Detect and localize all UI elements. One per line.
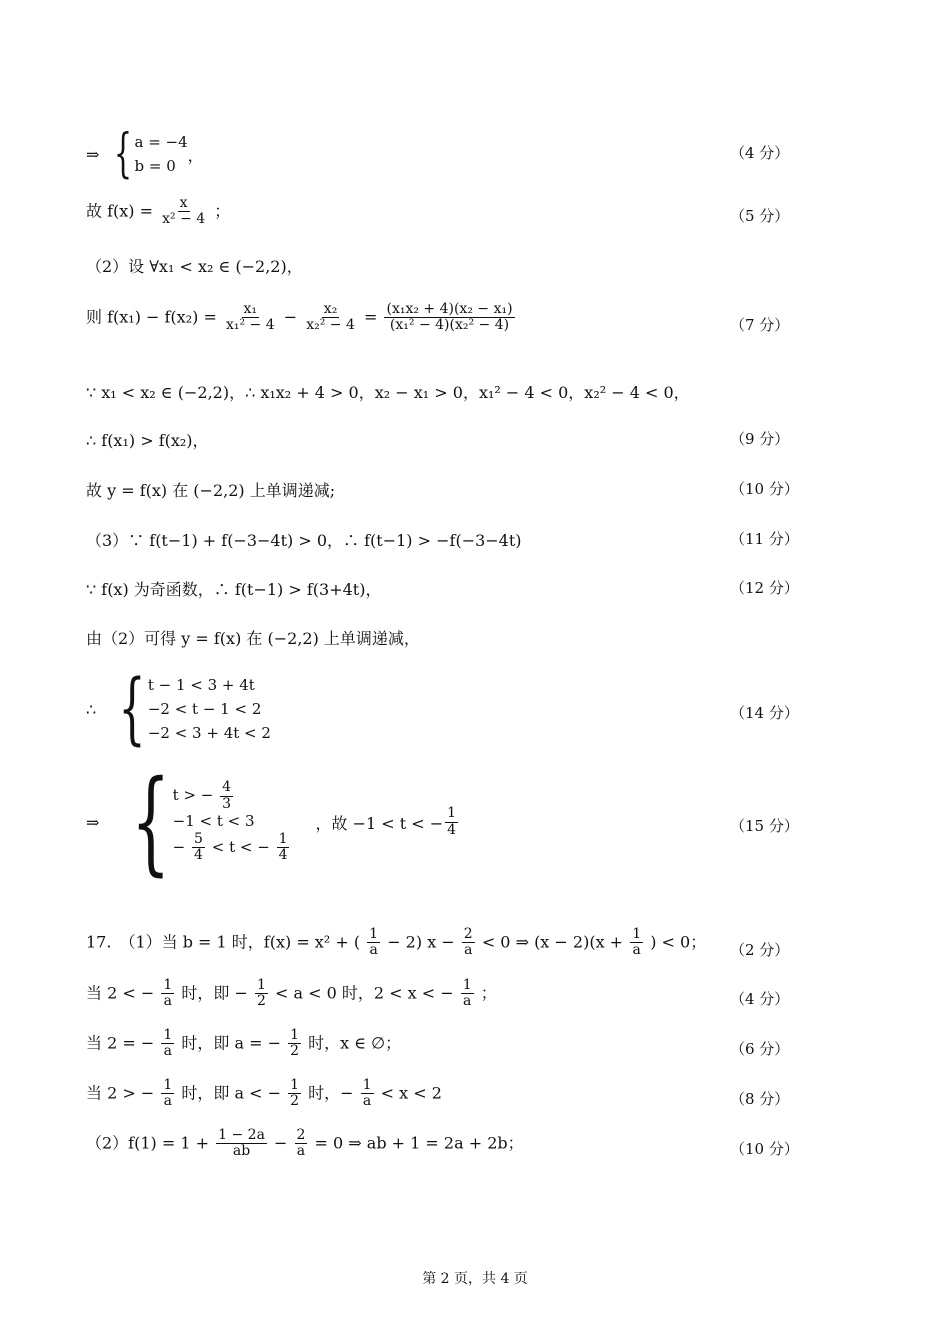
fraction bbox=[220, 780, 233, 812]
denominator: x₁² − 4 bbox=[225, 317, 275, 334]
fraction bbox=[161, 978, 174, 1010]
score-label: （14 分） bbox=[730, 704, 799, 722]
fraction bbox=[161, 1078, 174, 1110]
denominator: ab bbox=[232, 1143, 251, 1160]
system-row bbox=[173, 832, 292, 864]
numerator: 1 bbox=[278, 830, 288, 847]
text-segment: 17. （1）当 b = 1 时，f(x) = x² + ( bbox=[86, 932, 361, 952]
denominator: 4 bbox=[194, 847, 203, 864]
fraction bbox=[255, 978, 268, 1010]
numerator: 1 bbox=[256, 977, 266, 993]
text-segment: < a < 0 时，2 < x < − bbox=[274, 983, 454, 1003]
denominator: a bbox=[362, 1093, 372, 1110]
score-label: （10 分） bbox=[730, 1140, 799, 1158]
score-label: （15 分） bbox=[730, 817, 799, 835]
text-segment: − 2) x − bbox=[387, 932, 455, 952]
case-line bbox=[86, 1078, 442, 1110]
text-segment: ； bbox=[214, 201, 231, 221]
numerator: 1 bbox=[163, 1077, 173, 1093]
denominator: 4 bbox=[447, 821, 457, 838]
text-segment: − bbox=[172, 837, 186, 856]
numerator: 2 bbox=[296, 1127, 306, 1143]
fraction bbox=[288, 1028, 301, 1060]
score-label: （9 分） bbox=[730, 430, 790, 448]
score-label: （7 分） bbox=[730, 316, 790, 334]
fraction bbox=[367, 927, 380, 959]
fraction bbox=[295, 1128, 308, 1160]
odd-function-line: ∵ f(x) 为奇函数，∴ f(t−1) > f(3+4t)， bbox=[86, 580, 382, 599]
numerator: 5 bbox=[194, 830, 203, 847]
text-segment: 时，即 a < − bbox=[181, 1083, 281, 1103]
denominator: a bbox=[163, 993, 172, 1010]
text-segment: = bbox=[363, 307, 378, 327]
denominator: x² − 4 bbox=[162, 211, 206, 228]
numerator: 1 bbox=[163, 977, 173, 993]
numerator: 1 bbox=[369, 926, 379, 942]
text-segment: < t < − bbox=[211, 837, 270, 856]
fraction bbox=[160, 196, 207, 228]
text-segment: < 0 ⇒ (x − 2)(x + bbox=[481, 932, 624, 952]
denominator: 3 bbox=[222, 795, 232, 812]
punctuation: ， bbox=[187, 145, 204, 165]
numerator: x₁ bbox=[243, 301, 258, 317]
text-segment: 时，即 − bbox=[181, 983, 248, 1003]
denominator: a bbox=[163, 1043, 172, 1060]
numerator: 1 − 2a bbox=[218, 1127, 265, 1143]
numerator: 1 bbox=[290, 1027, 300, 1043]
text-segment: 故 f(x) = bbox=[86, 201, 154, 221]
fraction bbox=[384, 302, 514, 334]
denominator: 2 bbox=[290, 1043, 300, 1060]
monotonic-statement: 故 y = f(x) 在 (−2,2) 上单调递减; bbox=[86, 481, 336, 500]
denominator: x₂² − 4 bbox=[306, 317, 355, 334]
page-footer: 第 2 页，共 4 页 bbox=[422, 1271, 528, 1287]
denominator: 2 bbox=[290, 1093, 300, 1110]
text-segment: 当 2 = − bbox=[86, 1033, 155, 1053]
fraction bbox=[192, 832, 205, 864]
text-segment: 则 f(x₁) − f(x₂) = bbox=[86, 307, 217, 327]
text-segment: ，故 −1 < t < − bbox=[315, 813, 444, 833]
fraction bbox=[224, 302, 277, 334]
fraction bbox=[216, 1128, 267, 1160]
step-system-ab bbox=[86, 124, 204, 184]
fraction bbox=[361, 1078, 374, 1110]
denominator: 4 bbox=[278, 847, 288, 864]
system-row: a = −4 bbox=[134, 133, 188, 151]
case-line bbox=[86, 1028, 401, 1060]
fraction bbox=[277, 832, 290, 864]
numerator: x₂ bbox=[323, 301, 338, 317]
score-label: （4 分） bbox=[730, 990, 790, 1008]
system-row: b = 0 bbox=[134, 157, 176, 175]
score-label: （2 分） bbox=[730, 941, 790, 959]
conclusion-line: ∴ f(x₁) > f(x₂)， bbox=[86, 431, 209, 450]
text-segment: − bbox=[283, 307, 298, 327]
left-brace: { bbox=[114, 124, 133, 184]
therefore-symbol: ∴ bbox=[86, 699, 97, 719]
denominator: a bbox=[163, 1093, 172, 1110]
system-row: −2 < t − 1 < 2 bbox=[147, 700, 262, 718]
q17-part2 bbox=[86, 1128, 524, 1160]
numerator: 1 bbox=[462, 977, 472, 993]
numerator: 1 bbox=[290, 1077, 300, 1093]
implies-symbol: ⇒ bbox=[86, 144, 100, 164]
q17-part1 bbox=[86, 927, 706, 959]
score-label: （6 分） bbox=[730, 1040, 790, 1058]
numerator: x bbox=[179, 195, 188, 211]
fraction bbox=[462, 927, 475, 959]
text-segment: 时，− bbox=[308, 1083, 354, 1103]
numerator: 2 bbox=[463, 926, 473, 942]
score-label: （5 分） bbox=[730, 207, 790, 225]
score-label: （12 分） bbox=[730, 579, 799, 597]
denominator: 2 bbox=[256, 993, 266, 1010]
denominator: (x₁² − 4)(x₂² − 4) bbox=[389, 317, 510, 334]
system-row: t − 1 < 3 + 4t bbox=[147, 676, 255, 694]
denominator: a bbox=[464, 942, 473, 959]
text-segment: = 0 ⇒ ab + 1 = 2a + 2b； bbox=[314, 1133, 524, 1153]
fraction bbox=[445, 806, 458, 838]
reasoning-line: ∵ x₁ < x₂ ∈ (−2,2)，∴ x₁x₂ + 4 > 0，x₂ − x₁ > 0，x₁² − 4 < 0，x₂² − 4 < 0， bbox=[86, 383, 690, 402]
text-segment: t > − bbox=[172, 786, 214, 805]
numerator: 1 bbox=[362, 1077, 372, 1093]
function-definition bbox=[86, 196, 230, 228]
denominator: a bbox=[463, 993, 472, 1010]
score-label: （10 分） bbox=[730, 480, 799, 498]
score-label: （4 分） bbox=[730, 144, 790, 162]
fraction bbox=[161, 1028, 174, 1060]
left-brace: { bbox=[131, 757, 171, 887]
text-segment: 时，即 a = − bbox=[181, 1033, 281, 1053]
system-row bbox=[173, 780, 292, 812]
difference-expression bbox=[86, 302, 517, 334]
fraction bbox=[304, 302, 357, 334]
fraction bbox=[461, 978, 474, 1010]
denominator: a bbox=[632, 942, 641, 959]
numerator: 1 bbox=[447, 805, 457, 822]
text-segment: 当 2 > − bbox=[86, 1083, 155, 1103]
inequality-system bbox=[86, 664, 271, 754]
text-segment: 当 2 < − bbox=[86, 983, 155, 1003]
fraction bbox=[630, 927, 643, 959]
denominator: a bbox=[296, 1143, 306, 1160]
numerator: (x₁x₂ + 4)(x₂ − x₁) bbox=[386, 301, 513, 317]
text-segment: − bbox=[274, 1133, 288, 1153]
implies-symbol: ⇒ bbox=[86, 812, 100, 832]
text-segment: ) < 0； bbox=[650, 932, 707, 952]
case-line bbox=[86, 978, 497, 1010]
text-segment: （2）f(1) = 1 + bbox=[86, 1133, 210, 1153]
text-segment: < x < 2 bbox=[380, 1083, 442, 1103]
fraction bbox=[288, 1078, 301, 1110]
system-row: −1 < t < 3 bbox=[172, 812, 255, 831]
system-row: −2 < 3 + 4t < 2 bbox=[147, 724, 271, 742]
numerator: 1 bbox=[632, 926, 642, 942]
numerator: 1 bbox=[163, 1027, 173, 1043]
denominator: a bbox=[369, 942, 378, 959]
score-label: （11 分） bbox=[730, 530, 799, 548]
text-segment: 时，x ∈ ∅； bbox=[308, 1033, 402, 1053]
text-segment: ； bbox=[480, 983, 497, 1003]
part2-setup: （2）设 ∀x₁ < x₂ ∈ (−2,2)， bbox=[86, 257, 303, 276]
solution-system bbox=[86, 757, 460, 887]
derived-line: 由（2）可得 y = f(x) 在 (−2,2) 上单调递减， bbox=[86, 629, 420, 648]
part3-line: （3）∵ f(t−1) + f(−3−4t) > 0，∴ f(t−1) > −f(−3−4t) bbox=[86, 531, 522, 550]
numerator: 4 bbox=[222, 779, 232, 796]
score-label: （8 分） bbox=[730, 1090, 790, 1108]
left-brace: { bbox=[118, 664, 146, 754]
